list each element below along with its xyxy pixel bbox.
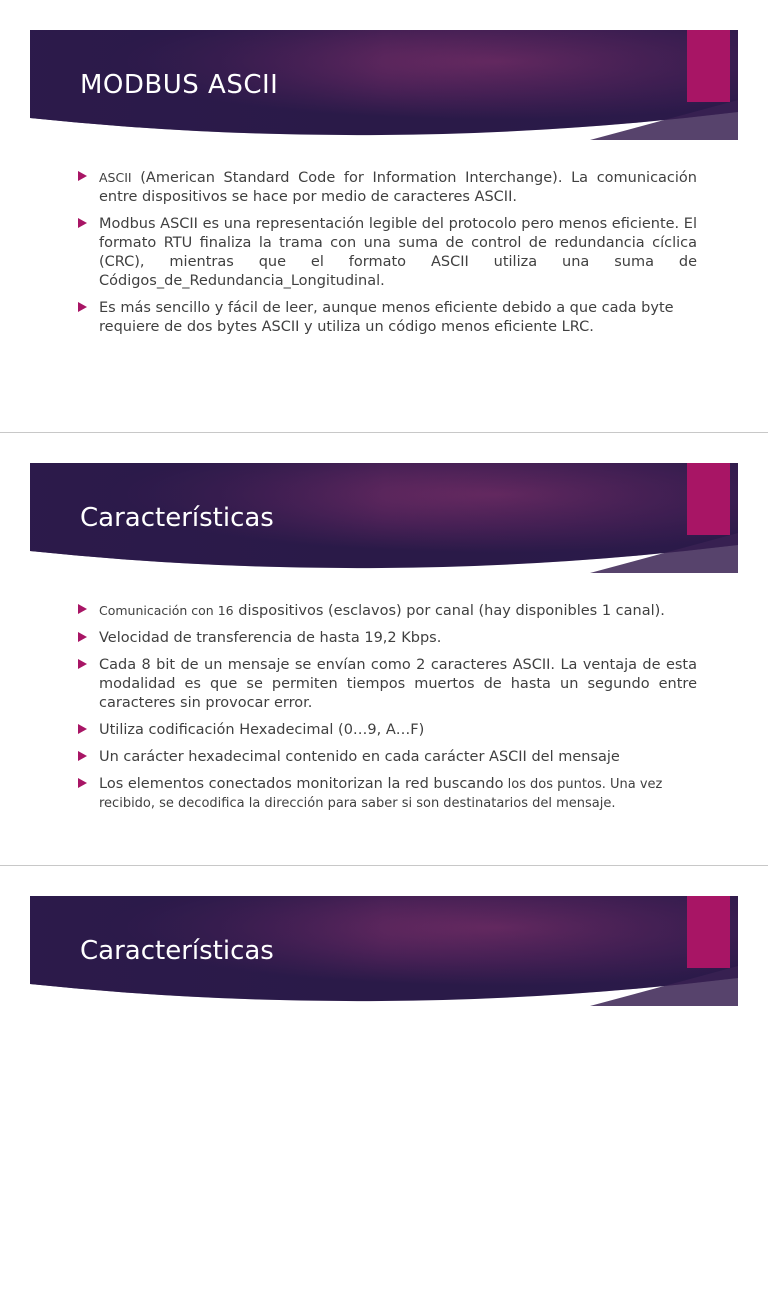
accent-tab (687, 896, 730, 968)
bullet-marker-icon (78, 171, 87, 181)
slide-title: Características (80, 503, 274, 533)
slide-1 (0, 0, 768, 432)
slide-2 (0, 433, 768, 865)
list-item: Utiliza codificación Hexadecimal (0…9, A…F) (78, 721, 697, 740)
list-item: Los elementos conectados monitorizan la red buscando los dos puntos. Una vez recibido, se decodifica la dirección para saber si son destinatarios del mensaje. (78, 775, 697, 813)
bullet-marker-icon (78, 724, 87, 734)
accent-tab (687, 463, 730, 535)
accent-tab (687, 30, 730, 102)
slide-title: MODBUS ASCII (80, 70, 279, 100)
list-item: Comunicación con 16 dispositivos (esclavos) por canal (hay disponibles 1 canal). (78, 601, 697, 621)
slide-title: Características (80, 936, 274, 966)
list-item: Velocidad de transferencia de hasta 19,2 Kbps. (78, 629, 697, 648)
list-item: Modbus ASCII es una representación legible del protocolo pero menos eficiente. El formato RTU finaliza la trama con una suma de control de redundancia cíclica (CRC), mientras que el formato ASCII utiliza una suma de Códigos_de_Redundancia_Longitudinal. (78, 215, 697, 291)
bullet-marker-icon (78, 302, 87, 312)
bullet-list (78, 601, 697, 821)
slide-3 (0, 866, 768, 1298)
bullet-marker-icon (78, 604, 87, 614)
bullet-marker-icon (78, 778, 87, 788)
bullet-list (78, 168, 697, 345)
bullet-marker-icon (78, 659, 87, 669)
list-item: Un carácter hexadecimal contenido en cada carácter ASCII del mensaje (78, 748, 697, 767)
bullet-marker-icon (78, 218, 87, 228)
list-item: ASCII (American Standard Code for Information Interchange). La comunicación entre dispositivos se hace por medio de caracteres ASCII. (78, 168, 697, 207)
bullet-marker-icon (78, 751, 87, 761)
bullet-marker-icon (78, 632, 87, 642)
list-item: Cada 8 bit de un mensaje se envían como 2 caracteres ASCII. La ventaja de esta modalidad es que se permiten tiempos muertos de hasta un segundo entre caracteres sin provocar error. (78, 656, 697, 713)
list-item: Es más sencillo y fácil de leer, aunque menos eficiente debido a que cada byte requiere de dos bytes ASCII y utiliza un código menos eficiente LRC. (78, 299, 697, 337)
